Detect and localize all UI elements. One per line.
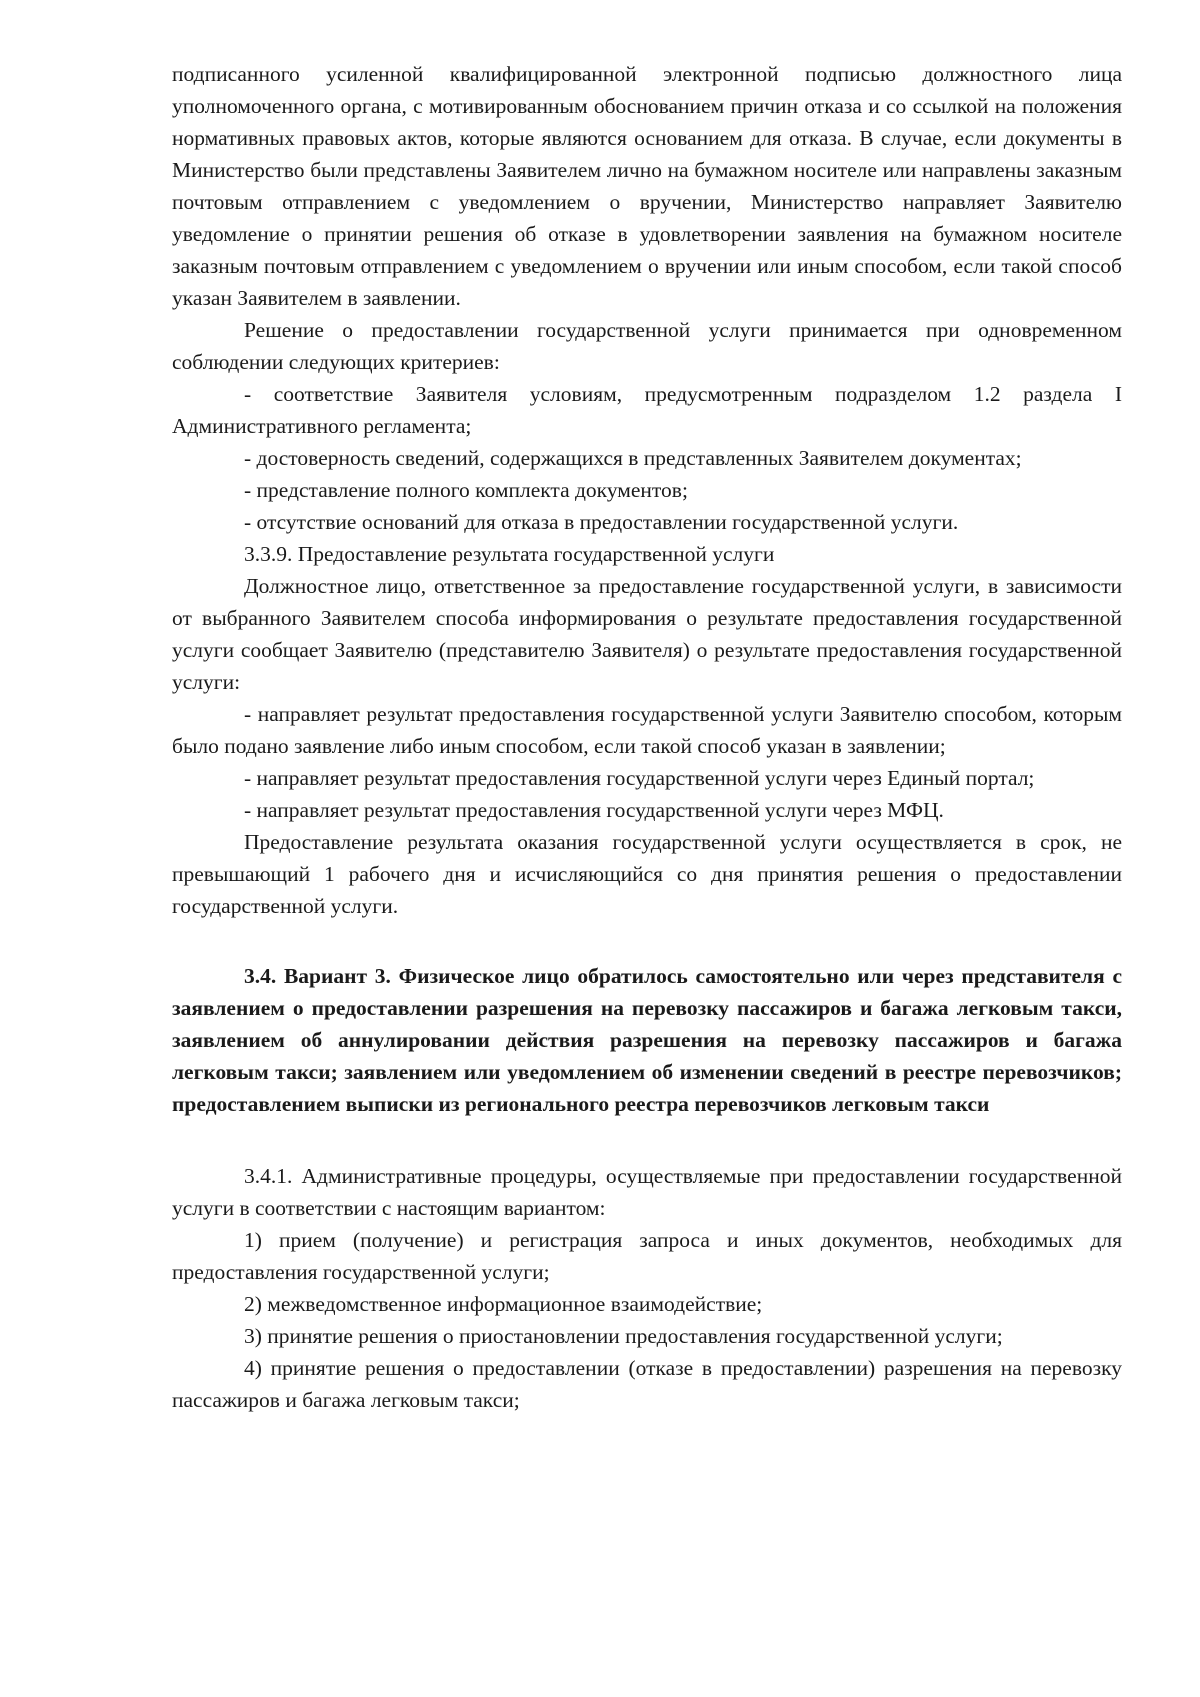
subsection-title: 3.3.9. Предоставление результата государственной услуги: [244, 542, 775, 566]
document-body: [172, 58, 1122, 1416]
paragraph-result-delivery: Должностное лицо, ответственное за предоставление государственной услуги, в зависимости от выбранного Заявителем способа информирования о результате предоставления государственной услуги сообщает Заявителю (представителю Заявителя) о результате предоставления государственной услуги:: [172, 574, 1122, 694]
procedure-item: 1) прием (получение) и регистрация запроса и иных документов, необходимых для предоставления государственной услуги;: [172, 1228, 1122, 1284]
procedure-item: 4) принятие решения о предоставлении (отказе в предоставлении) разрешения на перевозку пассажиров и багажа легковым такси;: [172, 1356, 1122, 1412]
procedure-item: 2) межведомственное информационное взаимодействие;: [244, 1292, 763, 1316]
delivery-item: - направляет результат предоставления государственной услуги через Единый портал;: [244, 766, 1035, 790]
paragraph-decision-criteria: Решение о предоставлении государственной услуги принимается при одновременном соблюдении следующих критериев:: [172, 318, 1122, 374]
delivery-item: - направляет результат предоставления государственной услуги через МФЦ.: [244, 798, 944, 822]
criteria-item: - отсутствие оснований для отказа в предоставлении государственной услуги.: [244, 510, 959, 534]
delivery-item: - направляет результат предоставления государственной услуги Заявителю способом, которым было подано заявление либо иным способом, если такой способ указан в заявлении;: [172, 702, 1122, 758]
paragraph-refusal-notice: подписанного усиленной квалифицированной электронной подписью должностного лица уполномоченного органа, с мотивированным обоснованием причин отказа и со ссылкой на положения нормативных правовых актов, которые являются основанием для отказа. В случае, если документы в Министерство были представлены Заявителем лично на бумажном носителе или направлены заказным почтовым отправлением с уведомлением о вручении, Министерство направляет Заявителю уведомление о принятии решения об отказе в удовлетворении заявления на бумажном носителе заказным почтовым отправлением с уведомлением о вручении или иным способом, если такой способ указан Заявителем в заявлении.: [172, 62, 1122, 310]
criteria-item: - представление полного комплекта документов;: [244, 478, 688, 502]
criteria-item: - достоверность сведений, содержащихся в представленных Заявителем документах;: [244, 446, 1022, 470]
criteria-item: - соответствие Заявителя условиям, предусмотренным подразделом 1.2 раздела I Административного регламента;: [172, 382, 1122, 438]
paragraph-procedures-intro: 3.4.1. Административные процедуры, осуществляемые при предоставлении государственной услуги в соответствии с настоящим вариантом:: [172, 1164, 1122, 1220]
paragraph-result-deadline: Предоставление результата оказания государственной услуги осуществляется в срок, не превышающий 1 рабочего дня и исчисляющийся со дня принятия решения о предоставлении государственной услуги.: [172, 830, 1122, 918]
section-heading: 3.4. Вариант 3. Физическое лицо обратилось самостоятельно или через представителя с заявлением о предоставлении разрешения на перевозку пассажиров и багажа легковым такси, заявлением об аннулировании действия разрешения на перевозку пассажиров и багажа легковым такси; заявлением или уведомлением об изменении сведений в реестре перевозчиков; предоставлением выписки из регионального реестра перевозчиков легковым такси: [172, 964, 1122, 1116]
procedure-item: 3) принятие решения о приостановлении предоставления государственной услуги;: [244, 1324, 1003, 1348]
